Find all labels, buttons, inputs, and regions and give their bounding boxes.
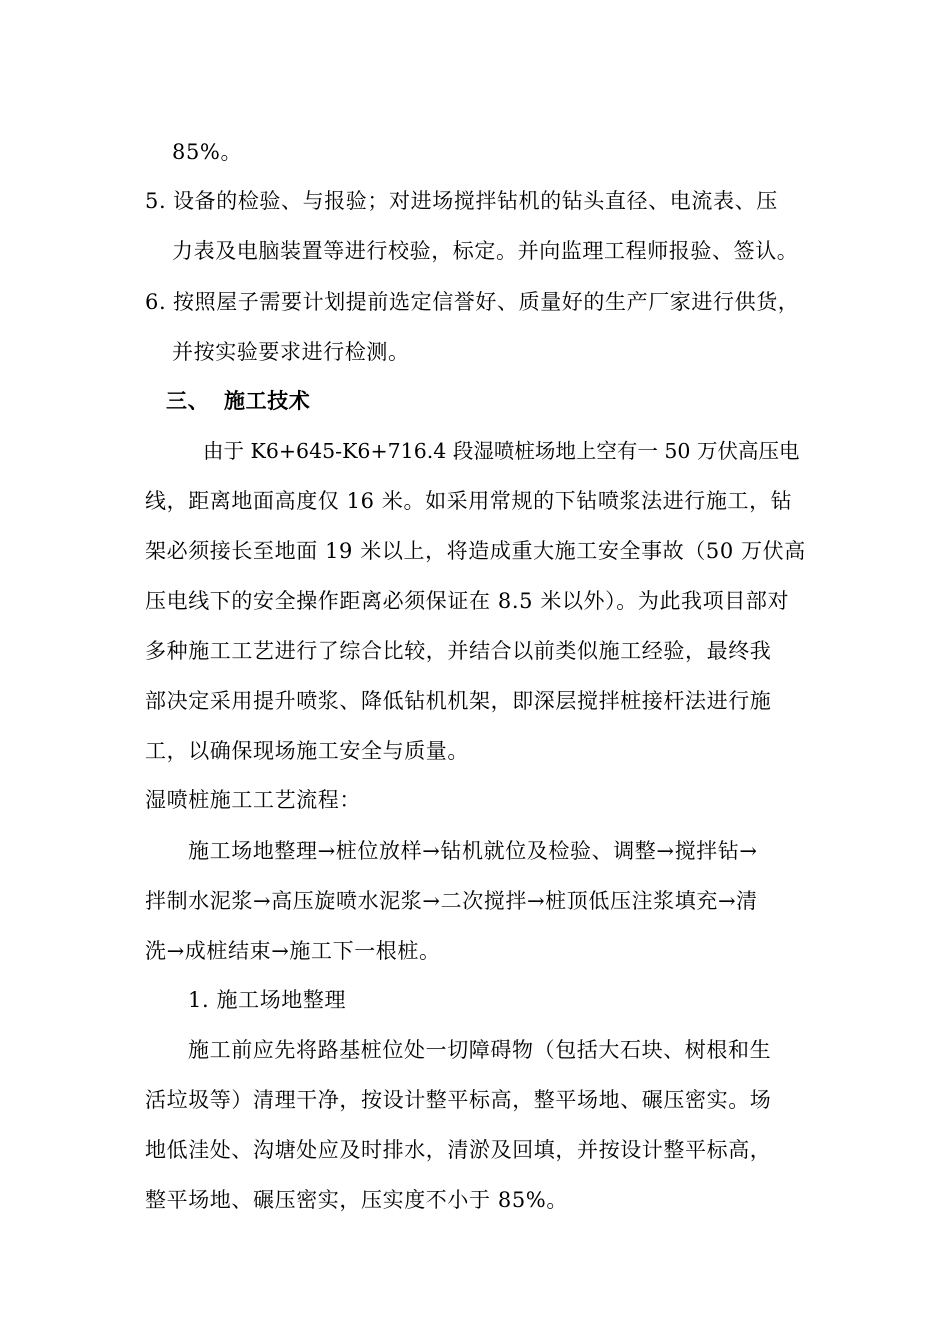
section-title: 施工技术 [224,388,311,413]
list-item-number: 6. [145,290,167,314]
list-item-text: 并按实验要求进行检测。 [172,340,410,364]
section-number: 三、 [166,388,210,413]
paragraph-line: 由于 K6+645-K6+716.4 段湿喷桩场地上空有一 50 万伏高压电 [203,439,800,463]
paragraph-line: 整平场地、碾压密实，压实度不小于 85%。 [145,1188,568,1212]
list-continuation-line [172,339,410,365]
list-item-text: 85%。 [172,140,243,164]
list-item-6 [145,289,799,315]
section-heading [166,388,310,414]
list-continuation-line [172,139,242,165]
list-item-text: 按照屋子需要计划提前选定信誉好、质量好的生产厂家进行供货， [173,290,800,314]
paragraph-line: 工，以确保现场施工安全与质量。 [145,739,469,763]
paragraph-line: 多种施工工艺进行了综合比较，并结合以前类似施工经验，最终我 [145,639,772,663]
list-item-text: 设备的检验、与报验；对进场搅拌钻机的钻头直径、电流表、压 [173,189,778,213]
flow-line: 施工场地整理→桩位放样→钻机就位及检验、调整→搅拌钻→ [188,839,758,863]
paragraph-line: 架必须接长至地面 19 米以上，将造成重大施工安全事故（50 万伏高 [145,539,806,563]
list-item-5 [145,188,778,214]
paragraph-line: 施工前应先将路基桩位处一切障碍物（包括大石块、树根和生 [188,1038,772,1062]
paragraph-line: 地低洼处、沟塘处应及时排水，清淤及回填，并按设计整平标高， [145,1138,772,1162]
flow-line: 拌制水泥浆→高压旋喷水泥浆→二次搅拌→桩顶低压注浆填充→清 [145,889,758,913]
list-item-text: 力表及电脑装置等进行校验，标定。并向监理工程师报验、签认。 [172,239,799,263]
paragraph-line: 线，距离地面高度仅 16 米。如采用常规的下钻喷浆法进行施工，钻 [145,489,793,513]
paragraph-line: 压电线下的安全操作距离必须保证在 8.5 米以外）。为此我项目部对 [145,589,790,613]
list-continuation-line [172,238,798,264]
flow-line: 洗→成桩结束→施工下一根桩。 [145,939,441,963]
paragraph-line: 部决定采用提升喷浆、降低钻机机架，即深层搅拌桩接杆法进行施 [145,689,772,713]
paragraph-line: 活垃圾等）清理干净，按设计整平标高，整平场地、碾压密实。场 [145,1088,772,1112]
list-item-number: 5. [145,189,167,213]
flow-title: 湿喷桩施工工艺流程： [145,788,361,812]
subsection-heading: 1. 施工场地整理 [188,988,347,1012]
